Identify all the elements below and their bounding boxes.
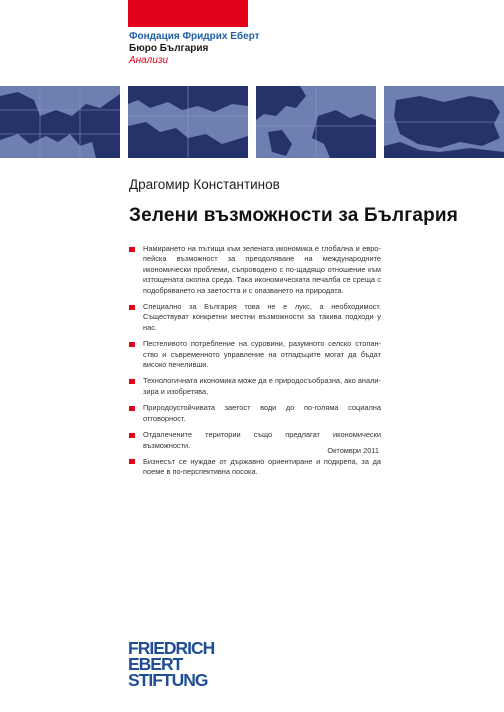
bullet-text: Намирането на пътища към зелената икономика е глобална и европейска възможност за преодоляване на международните икономически проблеми, съпроводено с по-щадящо отношение към изтощената околна среда. Така икономическата печалба се среща с подобряването на заетостта и с опазването на природата. bbox=[143, 244, 381, 295]
series-label: Анализи bbox=[129, 55, 169, 66]
bullet-marker-icon bbox=[129, 406, 135, 411]
bullet-marker-icon bbox=[129, 305, 135, 310]
bullet-marker-icon bbox=[129, 433, 135, 438]
bullet-text: Бизнесът се нуждае от държавно ориентиране и подкрепа, за да поеме в по-перспективна посока. bbox=[143, 456, 381, 477]
document-title: Зелени възможности за България bbox=[129, 205, 459, 226]
bullet-item bbox=[129, 302, 381, 333]
bullet-text: Специално за България това не е лукс, а необходимост. Съществуват конкретни местни възможности за такива подходи у нас. bbox=[143, 302, 381, 332]
publication-date: Октомври 2011 bbox=[327, 446, 379, 455]
map-banner-image bbox=[0, 86, 504, 158]
bullet-item bbox=[129, 244, 381, 296]
logo-line-2: EBERT bbox=[128, 654, 183, 674]
map-banner bbox=[0, 86, 504, 158]
bullet-marker-icon bbox=[129, 342, 135, 347]
bullet-item bbox=[129, 457, 381, 478]
office-name: Бюро България bbox=[129, 43, 209, 54]
bullet-item bbox=[129, 403, 381, 424]
logo-line-1: FRIEDRICH bbox=[128, 638, 215, 658]
bullet-text: Природоустойчивата заетост води до по-голяма социална отговорност. bbox=[143, 403, 381, 423]
publisher-header bbox=[129, 31, 260, 67]
bullet-marker-icon bbox=[129, 247, 135, 252]
bullet-marker-icon bbox=[129, 459, 135, 464]
logo-line-3: STIFTUNG bbox=[128, 670, 208, 690]
bullet-text: Технологичната икономика може да е природосъобразна, ако анализира и изобретява. bbox=[143, 376, 381, 396]
bullet-marker-icon bbox=[129, 379, 135, 384]
bullet-item bbox=[129, 339, 381, 370]
bullet-text: Пестеливото потребление на суровини, разумното селско стопанство и съвременното управление на отпадъците могат да бъдат високо печеливши. bbox=[143, 339, 381, 370]
bullet-item bbox=[129, 376, 381, 397]
bullet-text: Отдалечените територии също предлагат икономически възможности. bbox=[143, 430, 381, 450]
red-accent-block bbox=[128, 0, 248, 27]
fes-logo bbox=[128, 640, 218, 692]
org-name: Фондация Фридрих Еберт bbox=[129, 31, 260, 42]
author-name: Драгомир Константинов bbox=[129, 177, 280, 192]
